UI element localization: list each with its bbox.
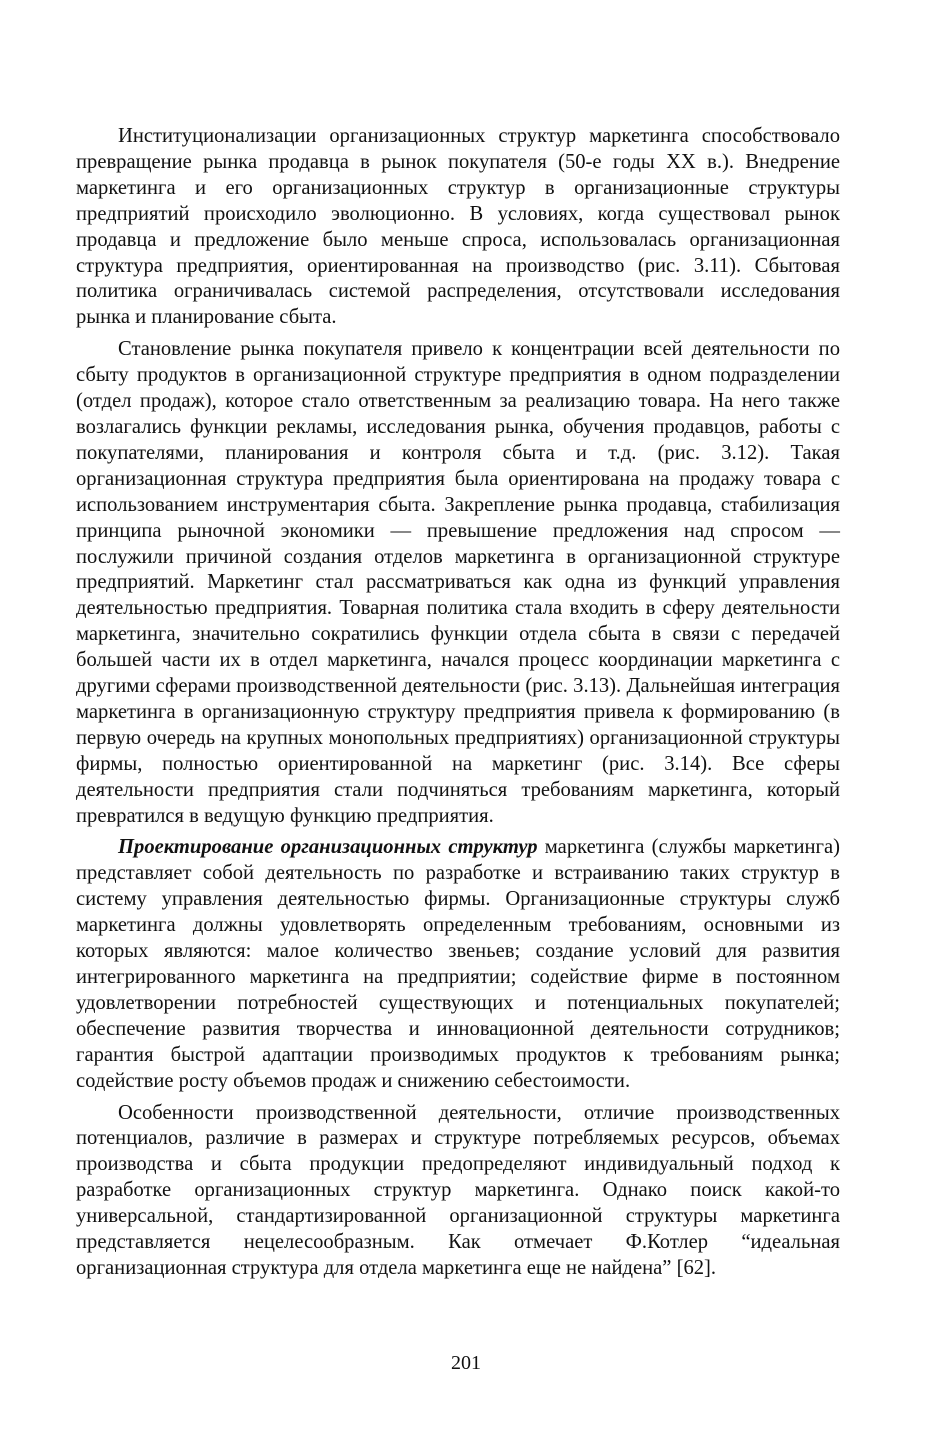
paragraph-text: Институционализации организационных структур маркетинга способствовало превращение рынка продавца в рынок покупателя (50-е годы XX в.). Внедрение маркетинга и его организационных структур в организационные структуры предприятий происходило эволюционно. В условиях, когда существовал рынок продавца и предложение было меньше спроса, использовалась организационная структура предприятия, ориентированная на производство (рис. 3.11). Сбытовая политика ограничивалась системой распределения, отсутствовали исследования рынка и планирование сбыта.: [76, 125, 840, 329]
page-body: [76, 124, 840, 1288]
paragraph-institutionalization: [76, 124, 840, 331]
paragraph-design-of-structures: [76, 835, 840, 1094]
paragraph-market-formation: [76, 337, 840, 829]
paragraph-production-features: [76, 1101, 840, 1282]
paragraph-text: Становление рынка покупателя привело к концентрации всей деятельности по сбыту продуктов в организационной структуре предприятия в одном подразделении (отдел продаж), которое стало ответственным за реализацию товара. На него также возлагались функции рекламы, исследования рынка, обучения продавцов, работы с покупателями, планирования и контроля сбыта и т.д. (рис. 3.12). Такая организационная структура предприятия была ориентирована на продажу товара с использованием инструментария сбыта. Закрепление рынка продавца, стабилизация принципа рыночной экономики — превышение предложения над спросом — послужили причиной создания отделов маркетинга в организационной структуре предприятий. Маркетинг стал рассматриваться как одна из функций управления деятельностью предприятия. Товарная политика стала входить в сферу деятельности маркетинга, значительно сократились функции отдела сбыта в связи с передачей большей части их в отдел маркетинга, начался процесс координации маркетинга с другими сферами производственной деятельности (рис. 3.13). Дальнейшая интеграция маркетинга в организационную структуру предприятия привела к формированию (в первую очередь на крупных монопольных предприятиях) организационной структуры фирмы, полностью ориентированной на маркетинг (рис. 3.14). Все сферы деятельности предприятия стали подчиняться требованиям маркетинга, который превратился в ведущую функцию предприятия.: [76, 338, 840, 827]
page-number: 201: [451, 1352, 481, 1374]
paragraph-text: Особенности производственной деятельности, отличие производственных потенциалов, различие в размерах и структуре потребляемых ресурсов, объемах производства и сбыта продукции предопределяют индивидуальный подход к разработке организационных структур маркетинга. Однако поиск какой-то универсальной, стандартизированной организационной структуры маркетинга представляется нецелесообразным. Как отмечает Ф.Котлер “идеальная организационная структура для отдела маркетинга еще не найдена” [62].: [76, 1101, 840, 1279]
paragraph-lead-term: Проектирование организационных структур: [118, 836, 538, 859]
paragraph-text: маркетинга (службы маркетинга) представляет собой деятельность по разработке и встраиванию таких структур в систему управления деятельностью фирмы. Организационные структуры служб маркетинга должны удовлетворять определенным требованиям, основными из которых являются: малое количество звеньев; создание условий для развития интегрированного маркетинга на предприятии; содействие фирме в постоянном удовлетворении потребностей существующих и потенциальных покупателей; обеспечение развития творчества и инновационной деятельности сотрудников; гарантия быстрой адаптации производимых продуктов к требованиям рынка; содействие росту объемов продаж и снижению себестоимости.: [76, 836, 840, 1092]
